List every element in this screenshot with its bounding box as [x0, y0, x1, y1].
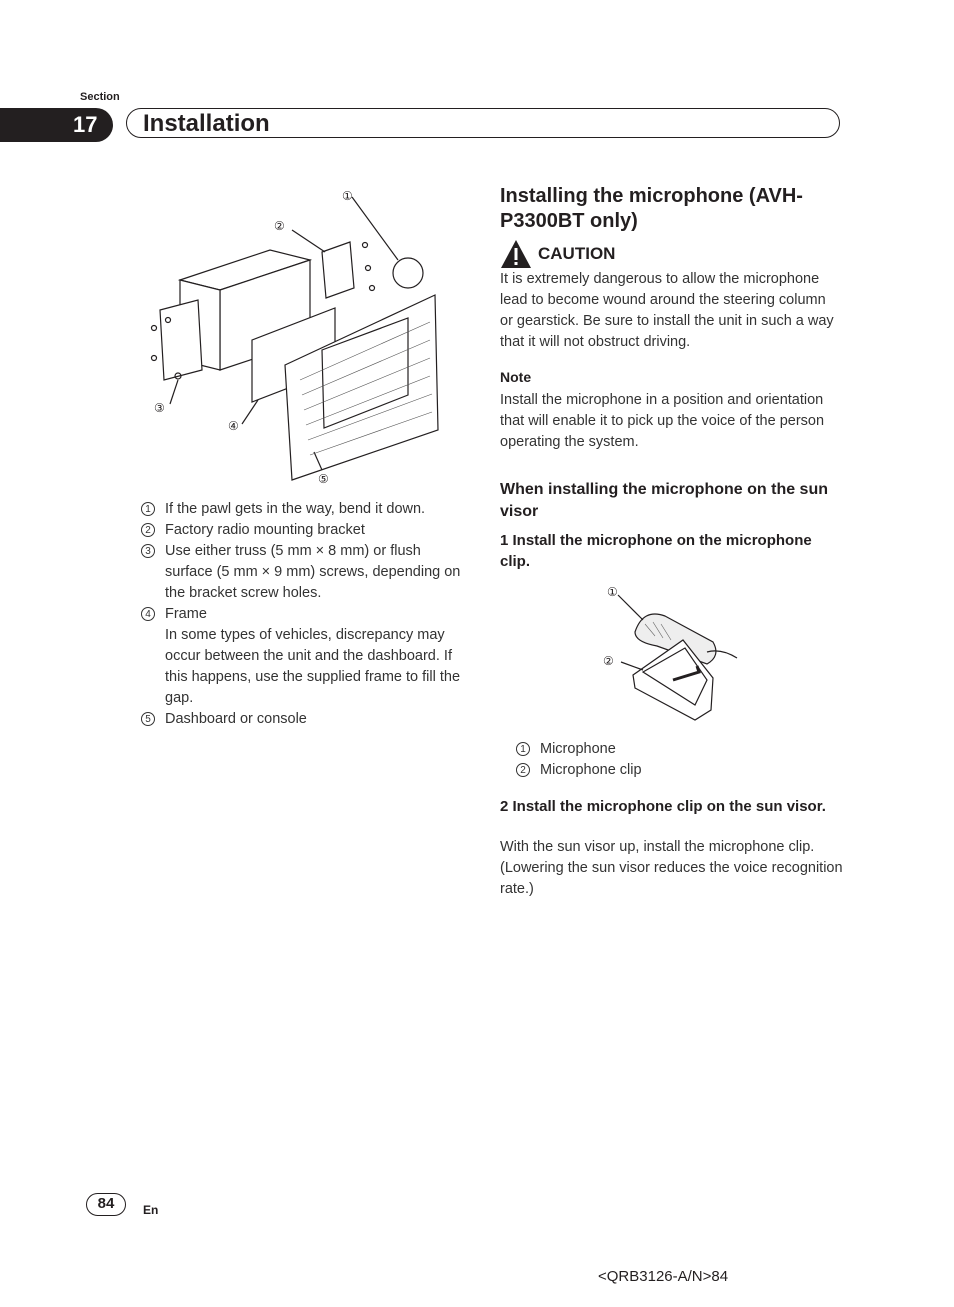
legend-item [141, 520, 471, 541]
section-heading: Installing the microphone (AVH-P3300BT only) [500, 185, 803, 232]
step-2: 2 Install the microphone clip on the sun visor. [500, 798, 826, 815]
fig1-callout-1: ① [342, 189, 353, 203]
section-label: Section [80, 91, 120, 103]
legend-item [141, 499, 471, 520]
legend-number: 1 [141, 502, 155, 516]
legend-text: Dashboard or console [165, 711, 307, 727]
subheading: When installing the microphone on the sun visor [500, 481, 828, 520]
language-label: En [143, 1203, 159, 1217]
microphone-drawing [595, 580, 745, 725]
warning-icon [500, 239, 532, 269]
installation-figure [140, 180, 450, 495]
legend-item [141, 604, 471, 709]
legend-item [141, 541, 471, 604]
legend-number: 5 [141, 712, 155, 726]
legend-text: Microphone clip [540, 762, 642, 778]
page-number: 84 [86, 1193, 126, 1216]
caution-text: It is extremely dangerous to allow the microphone lead to become wound around the steering column or gearstick. Be sure to install the unit in such a way that it will not obstruct driving. [500, 271, 834, 350]
fig1-callout-5: ⑤ [318, 472, 329, 486]
caution-label: CAUTION [538, 244, 616, 263]
legend-text: Use either truss (5 mm × 8 mm) or flush surface (5 mm × 9 mm) screws, depending on the bracket screw holes. [165, 543, 461, 601]
legend-number: 1 [516, 742, 530, 756]
fig2-callout-2: ② [603, 654, 614, 668]
fig1-callout-2: ② [274, 219, 285, 233]
fig1-callout-4: ④ [228, 419, 239, 433]
step-1: 1 Install the microphone on the microphone clip. [500, 532, 812, 570]
installation-drawing [140, 180, 450, 490]
legend-number: 2 [141, 523, 155, 537]
figure1-legend [141, 499, 471, 730]
note-label: Note [500, 369, 532, 385]
step-2-text: With the sun visor up, install the microphone clip. (Lowering the sun visor reduces the voice recognition rate.) [500, 839, 843, 897]
legend-item [516, 760, 816, 781]
caution-header [500, 239, 615, 269]
document-code: <QRB3126-A/N>84 [598, 1268, 729, 1285]
fig1-callout-3: ③ [154, 401, 165, 415]
legend-text: Microphone [540, 741, 616, 757]
legend-text: If the pawl gets in the way, bend it down. [165, 501, 426, 517]
figure2-legend [516, 739, 816, 781]
legend-item [141, 709, 471, 730]
legend-text: Frame [165, 606, 207, 622]
legend-extra-text: In some types of vehicles, discrepancy may occur between the unit and the dashboard. If this happens, use the supplied frame to fill the gap. [165, 627, 461, 706]
microphone-figure [595, 580, 745, 730]
page-title: Installation [143, 110, 270, 137]
legend-text: Factory radio mounting bracket [165, 522, 365, 538]
legend-number: 4 [141, 607, 155, 621]
legend-number: 2 [516, 763, 530, 777]
note-text: Install the microphone in a position and orientation that will enable it to pick up the voice of the person operating the system. [500, 392, 825, 450]
legend-item [516, 739, 816, 760]
fig2-callout-1: ① [607, 585, 618, 599]
section-number: 17 [73, 112, 98, 137]
legend-number: 3 [141, 544, 155, 558]
section-number-badge [0, 108, 113, 142]
